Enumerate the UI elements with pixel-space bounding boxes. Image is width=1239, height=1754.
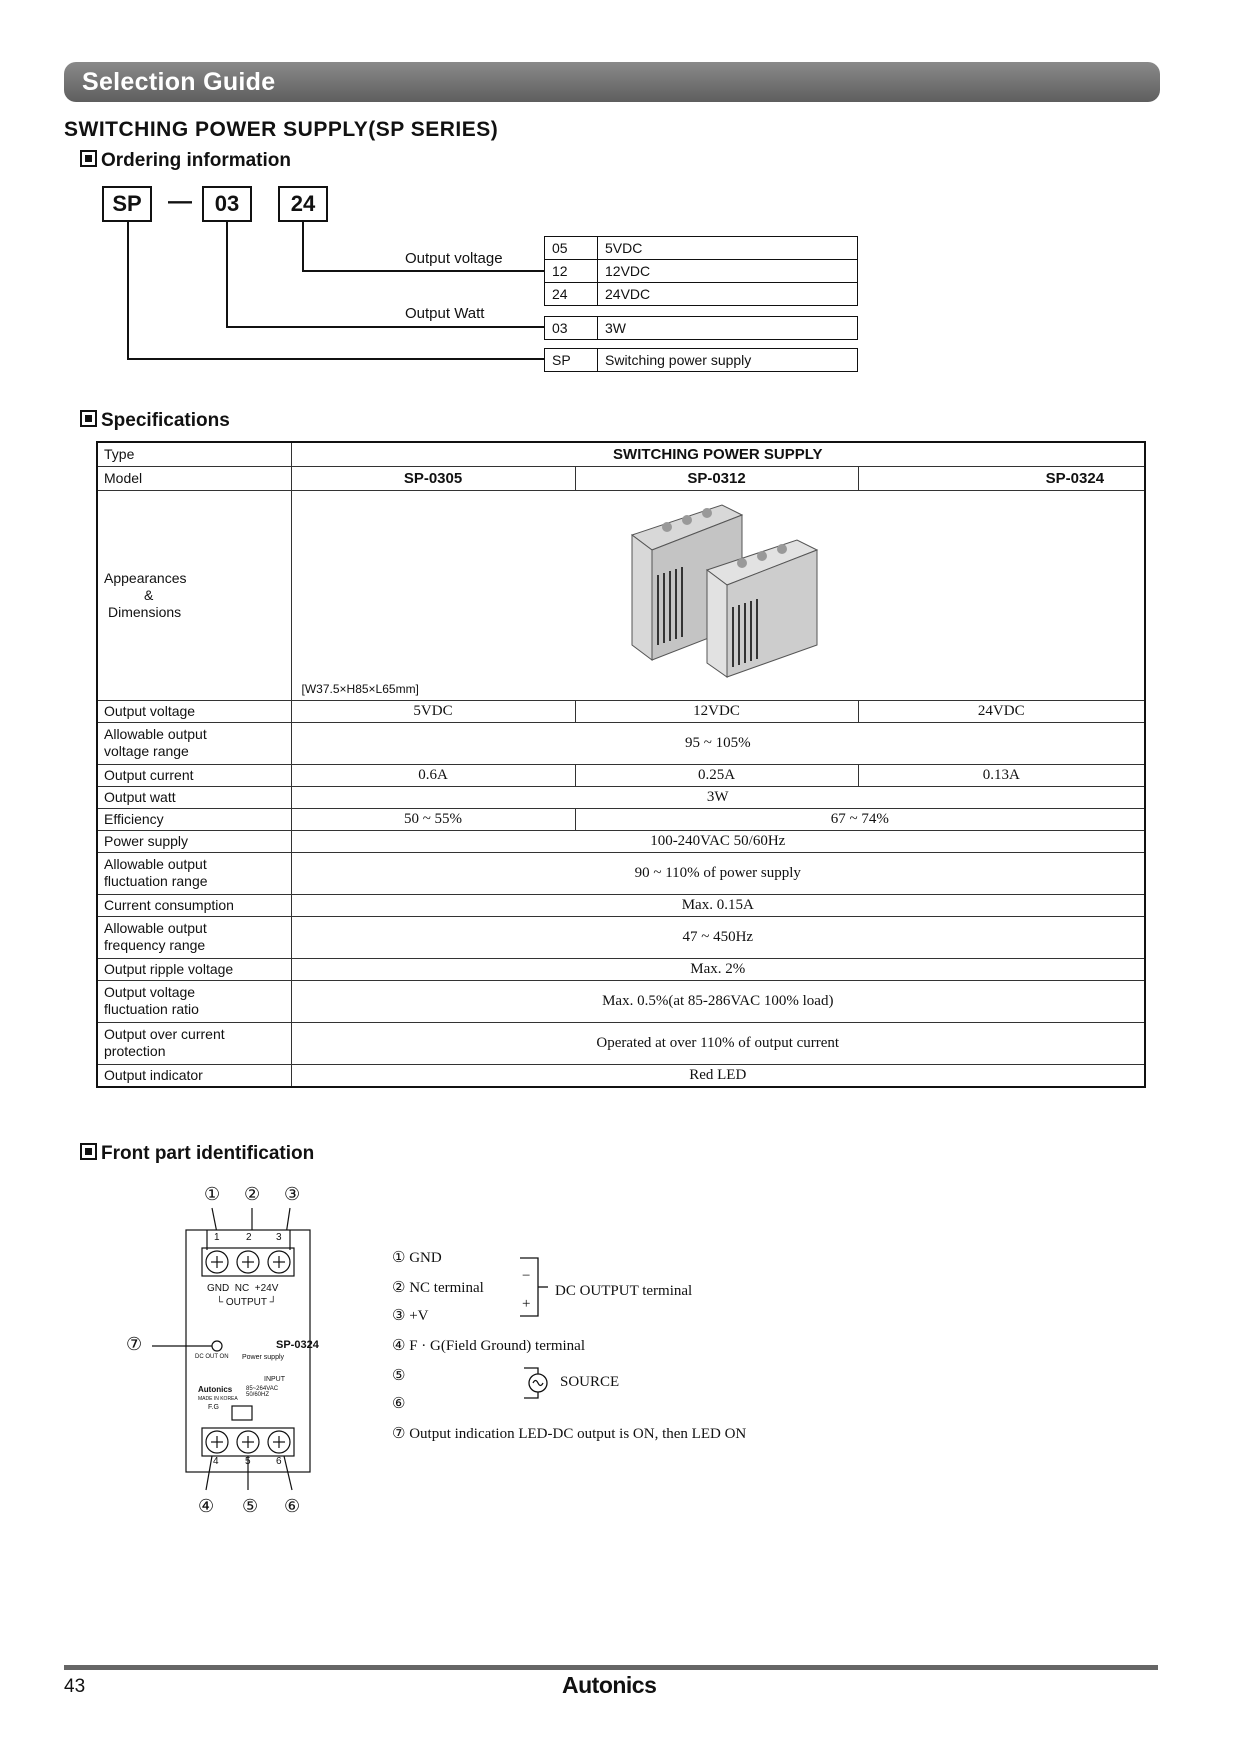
type-value: SWITCHING POWER SUPPLY (291, 442, 1145, 466)
specifications-heading (80, 410, 230, 432)
current-consumption-label: Current consumption (97, 894, 291, 916)
code-box-series: SP (102, 186, 152, 222)
table-cell: 95 ~ 105% (291, 722, 1145, 764)
power-supply-product-image (602, 495, 902, 685)
label-line: Output over current (104, 1026, 225, 1042)
allowable-output-range-label (97, 722, 291, 764)
legend-item: ① GND (392, 1250, 442, 1266)
table-cell: 24VDC (858, 700, 1145, 722)
appearance-cell (291, 490, 1145, 700)
table-cell: Switching power supply (598, 349, 858, 372)
terminal-number: 3 (276, 1232, 282, 1243)
allowable-frequency-label (97, 916, 291, 958)
table-row (97, 808, 1145, 830)
label-line: Allowable output (104, 920, 207, 936)
table-row (97, 958, 1145, 980)
terminal-number: 2 (246, 1232, 252, 1243)
model-sp0312: SP-0312 (575, 466, 858, 490)
output-voltage-label: Output voltage (97, 700, 291, 722)
minus-sign: − (522, 1268, 531, 1284)
table-cell: Operated at over 110% of output current (291, 1022, 1145, 1064)
panel-model: SP-0324 (276, 1339, 319, 1351)
code-dash: — (168, 188, 192, 215)
dimensions-text: [W37.5×H85×L65mm] (301, 681, 419, 696)
front-heading (80, 1143, 314, 1165)
table-cell: 24VDC (598, 283, 858, 306)
model-label: Model (97, 466, 291, 490)
legend-item: ⑥ (392, 1396, 406, 1412)
table-cell: Max. 2% (291, 958, 1145, 980)
table-cell: Max. 0.15A (291, 894, 1145, 916)
output-current-label: Output current (97, 764, 291, 786)
indicator-label: Output indicator (97, 1064, 291, 1087)
table-cell: 3W (291, 786, 1145, 808)
callout-1: ① (204, 1184, 221, 1204)
legend-item: ⑦ Output indication LED-DC output is ON, then LED ON (392, 1426, 747, 1442)
table-cell: 47 ~ 450Hz (291, 916, 1145, 958)
table-row (545, 260, 858, 283)
specifications-table (96, 441, 1146, 1088)
table-cell: 12 (545, 260, 598, 283)
callout-4: ④ (198, 1496, 215, 1516)
legend-item: ② NC terminal (392, 1280, 484, 1296)
page-number: 43 (64, 1676, 86, 1697)
footer-divider (64, 1665, 1158, 1670)
dc-out-on-label: DC OUT ON (195, 1354, 229, 1360)
output-watt-label: Output watt (97, 786, 291, 808)
table-cell: 5VDC (598, 237, 858, 260)
square-bullet-icon (80, 150, 97, 167)
table-row (97, 894, 1145, 916)
table-cell: 05 (545, 237, 598, 260)
terminal-number: 4 (213, 1456, 219, 1467)
terminal-labels: GND NC +24V (207, 1283, 279, 1294)
label-line: voltage range (104, 743, 189, 759)
label-line: fluctuation range (104, 873, 208, 889)
table-cell: 3W (598, 317, 858, 340)
series-code-table (544, 348, 858, 372)
table-row (97, 830, 1145, 852)
table-row (97, 442, 1145, 466)
table-cell: 100-240VAC 50/60Hz (291, 830, 1145, 852)
connector-line (302, 222, 304, 272)
table-row (97, 700, 1145, 722)
model-sp0305: SP-0305 (291, 466, 575, 490)
table-row (97, 764, 1145, 786)
label-line: protection (104, 1043, 166, 1059)
table-row (545, 317, 858, 340)
connector-line (127, 222, 129, 360)
specifications-heading-text: Specifications (101, 410, 230, 431)
table-cell: 03 (545, 317, 598, 340)
label-line: frequency range (104, 937, 206, 953)
dc-output-label: DC OUTPUT terminal (555, 1283, 693, 1299)
model-sp0324: SP-0324 (858, 466, 1145, 490)
ripple-label: Output ripple voltage (97, 958, 291, 980)
terminal-number: 5 (245, 1456, 251, 1467)
appearance-label (97, 490, 291, 700)
ordering-heading-text: Ordering information (101, 150, 291, 171)
legend-item: ④ F · G(Field Ground) terminal (392, 1338, 586, 1354)
table-cell: 50 ~ 55% (291, 808, 575, 830)
output-label: └ OUTPUT ┘ (216, 1297, 277, 1308)
output-watt-label: Output Watt (405, 305, 485, 322)
type-label: Type (97, 442, 291, 466)
code-box-watt: 03 (202, 186, 252, 222)
callout-7: ⑦ (126, 1334, 143, 1354)
connector-line (226, 326, 544, 328)
table-cell: 5VDC (291, 700, 575, 722)
terminal-number: 1 (214, 1232, 220, 1243)
callout-5: ⑤ (242, 1496, 259, 1516)
connector-line (302, 270, 544, 272)
ordering-heading (80, 150, 291, 172)
table-row (545, 283, 858, 306)
made-in-label: MADE IN KOREA (198, 1396, 238, 1402)
table-cell: Max. 0.5%(at 85-286VAC 100% load) (291, 980, 1145, 1022)
square-bullet-icon (80, 410, 97, 427)
source-label: SOURCE (560, 1374, 620, 1390)
input-spec: 85~264VAC 50/60HZ (246, 1386, 279, 1398)
panel-brand: Autonics (198, 1385, 233, 1394)
section-banner (64, 62, 1160, 102)
footer-brand: Autonics (562, 1672, 657, 1698)
front-heading-text: Front part identification (101, 1143, 315, 1164)
voltage-fluctuation-label (97, 980, 291, 1022)
table-cell: 67 ~ 74% (575, 808, 1145, 830)
table-row (97, 1022, 1145, 1064)
allowable-fluctuation-label (97, 852, 291, 894)
table-cell: 90 ~ 110% of power supply (291, 852, 1145, 894)
table-cell: 12VDC (598, 260, 858, 283)
label-line: fluctuation ratio (104, 1001, 199, 1017)
table-cell: SP (545, 349, 598, 372)
fg-label: F.G (208, 1404, 219, 1411)
table-row (97, 722, 1145, 764)
table-row (97, 852, 1145, 894)
label-line: Allowable output (104, 726, 207, 742)
table-cell: 0.13A (858, 764, 1145, 786)
callout-3: ③ (284, 1184, 301, 1204)
terminal-number: 6 (276, 1456, 282, 1467)
power-supply-label: Power supply (97, 830, 291, 852)
overcurrent-label (97, 1022, 291, 1064)
connector-line (127, 358, 544, 360)
output-voltage-label: Output voltage (405, 250, 503, 267)
table-row (97, 490, 1145, 700)
table-row (545, 349, 858, 372)
table-cell: 12VDC (575, 700, 858, 722)
table-row (97, 466, 1145, 490)
panel-power-supply: Power supply (242, 1354, 285, 1361)
label-line: Output voltage (104, 984, 196, 1000)
plus-sign: + (522, 1296, 531, 1312)
label-line: Allowable output (104, 856, 207, 872)
input-label: INPUT (264, 1376, 285, 1383)
table-cell: 0.6A (291, 764, 575, 786)
table-row (97, 980, 1145, 1022)
page-title: SWITCHING POWER SUPPLY(SP SERIES) (64, 118, 499, 141)
table-cell: 0.25A (575, 764, 858, 786)
table-row (97, 786, 1145, 808)
voltage-code-table (544, 236, 858, 306)
efficiency-label: Efficiency (97, 808, 291, 830)
code-box-voltage: 24 (278, 186, 328, 222)
callout-2: ② (244, 1184, 261, 1204)
appearance-label-line: & (144, 586, 154, 603)
table-row (97, 1064, 1145, 1087)
callout-6: ⑥ (284, 1496, 301, 1516)
table-row (545, 237, 858, 260)
legend-item: ③ +V (392, 1308, 429, 1324)
table-cell: Red LED (291, 1064, 1145, 1087)
table-row (97, 916, 1145, 958)
connector-line (226, 222, 228, 328)
watt-code-table (544, 316, 858, 340)
appearance-label-line: Dimensions (108, 603, 182, 620)
banner-title: Selection Guide (82, 68, 276, 96)
legend-item: ⑤ (392, 1368, 406, 1384)
appearance-label-line: Appearances (104, 569, 187, 586)
table-cell: 24 (545, 283, 598, 306)
square-bullet-icon (80, 1143, 97, 1160)
